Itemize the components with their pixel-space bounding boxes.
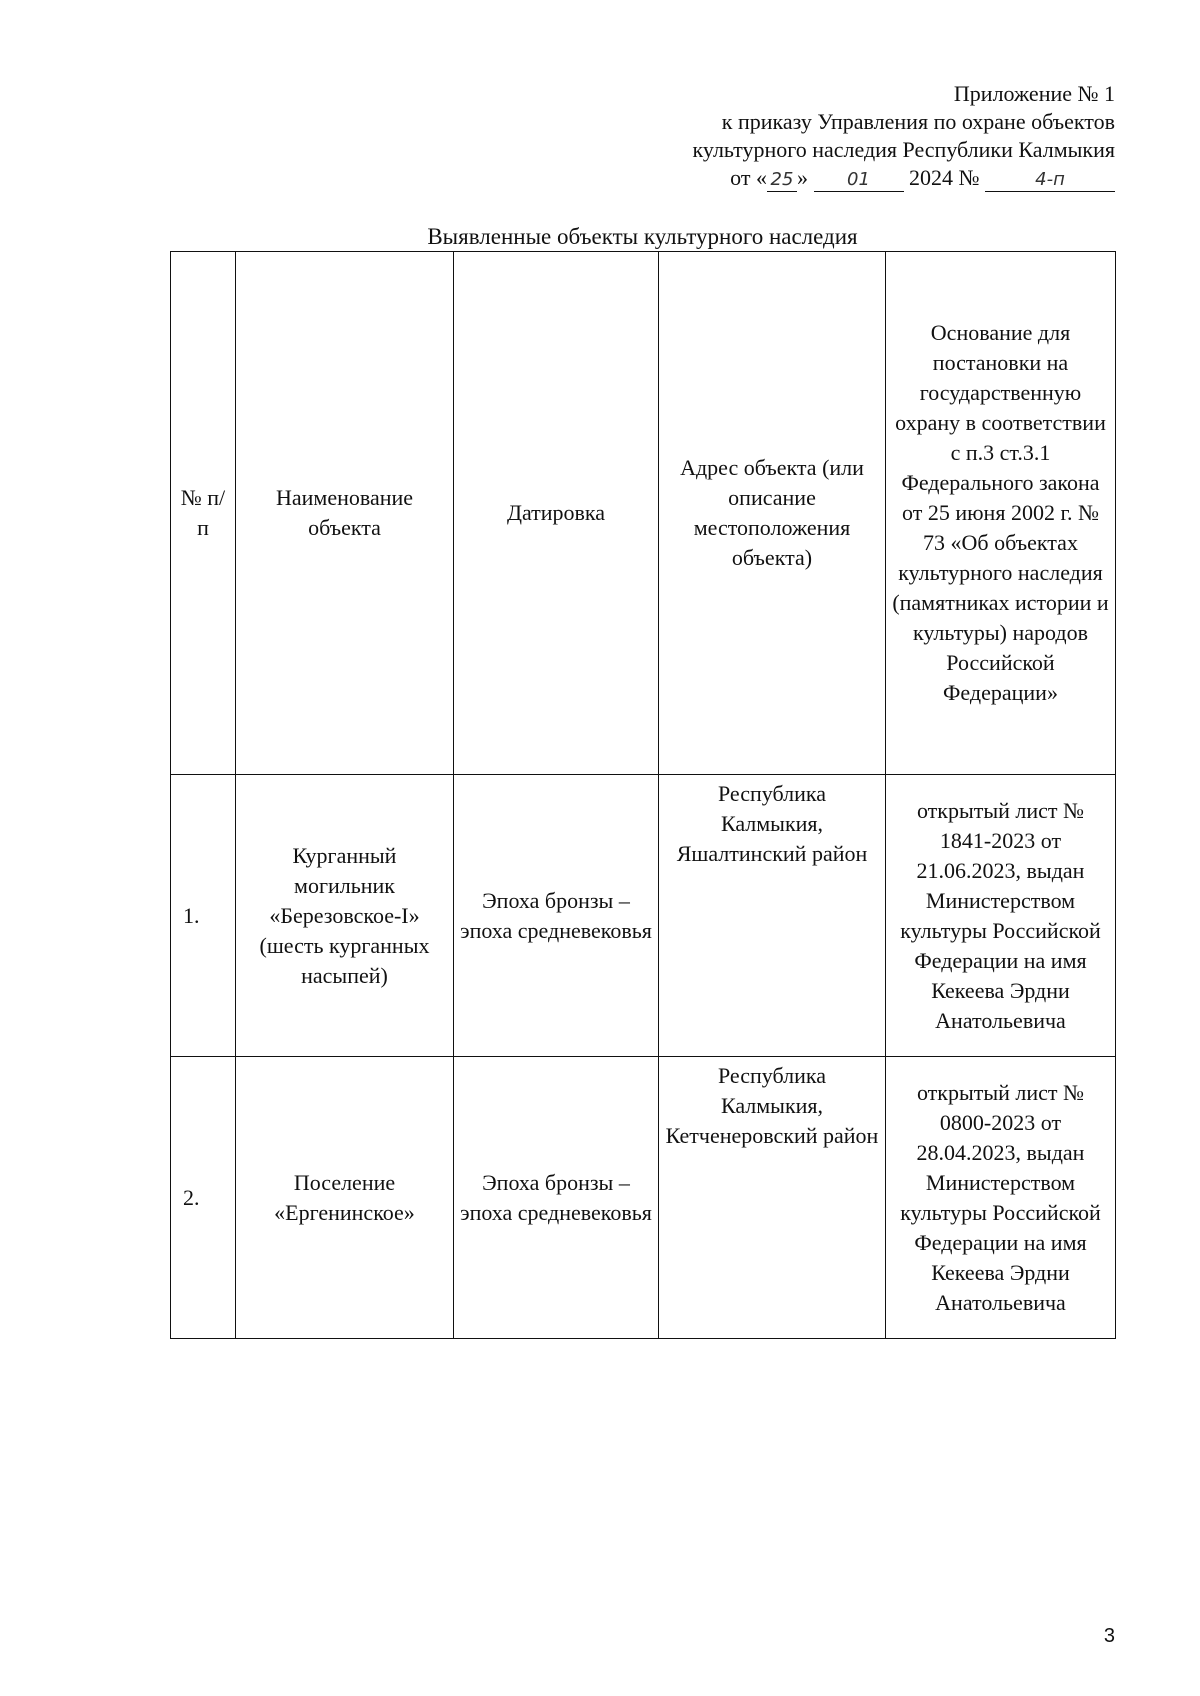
- row-dating: Эпоха бронзы – эпоха средневековья: [454, 1057, 659, 1339]
- page-number: 3: [1103, 1625, 1115, 1647]
- row-number: 2.: [171, 1057, 236, 1339]
- header-basis: Основание для постановки на государственную охрану в соответствии с п.3 ст.3.1 Федерального закона от 25 июня 2002 г. № 73 «Об объектах культурного наследия (памятниках истории и культуры) народов Российской Федерации»: [886, 252, 1116, 775]
- order-reference: к приказу Управления по охране объектов: [721, 109, 1115, 134]
- row-address: Республика Калмыкия, Кетченеровский район: [659, 1057, 886, 1339]
- order-number: 4-п: [985, 169, 1115, 192]
- document-title: Выявленные объекты культурного наследия: [427, 224, 858, 249]
- appendix-number: Приложение № 1: [953, 81, 1115, 106]
- table-row: [171, 1057, 1116, 1339]
- header-name: Наименование объекта: [236, 252, 454, 775]
- date-year: 2024 №: [909, 165, 980, 190]
- header-dating: Датировка: [454, 252, 659, 775]
- heritage-objects-table: [170, 251, 1116, 1339]
- header-number: № п/п: [171, 252, 236, 775]
- row-basis: открытый лист № 1841-2023 от 21.06.2023, выдан Министерством культуры Российской Федерации на имя Кекеева Эрдни Анатольевича: [886, 775, 1116, 1057]
- appendix-header: [515, 80, 1115, 192]
- table-header-row: [171, 252, 1116, 775]
- date-month: 01: [814, 169, 904, 192]
- order-date-line: [515, 164, 1115, 192]
- row-dating: Эпоха бронзы – эпоха средневековья: [454, 775, 659, 1057]
- table-row: [171, 775, 1116, 1057]
- row-address: Республика Калмыкия, Яшалтинский район: [659, 775, 886, 1057]
- row-name: Поселение «Ергенинское»: [236, 1057, 454, 1339]
- order-authority: культурного наследия Республики Калмыкия: [692, 137, 1115, 162]
- date-prefix: от «: [730, 165, 767, 190]
- row-basis: открытый лист № 0800-2023 от 28.04.2023, выдан Министерством культуры Российской Федерации на имя Кекеева Эрдни Анатольевича: [886, 1057, 1116, 1339]
- header-address: Адрес объекта (или описание местоположения объекта): [659, 252, 886, 775]
- row-number: 1.: [171, 775, 236, 1057]
- date-day: 25: [767, 169, 797, 192]
- date-mid: »: [797, 165, 808, 190]
- row-name: Курганный могильник «Березовское-I» (шесть курганных насыпей): [236, 775, 454, 1057]
